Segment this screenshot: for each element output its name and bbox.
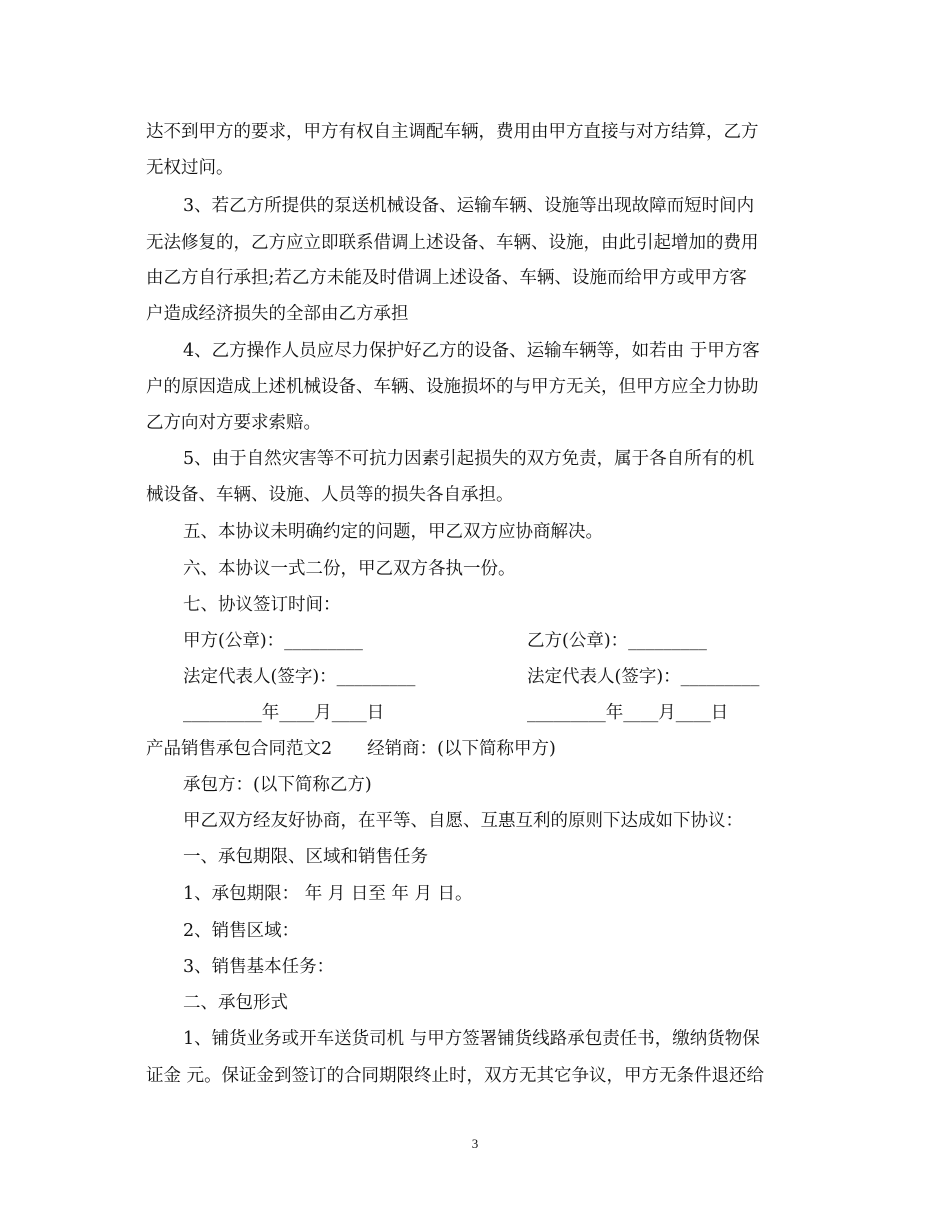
party-b-seal-field: 乙方(公章)：_________ xyxy=(527,631,707,651)
section-two-heading: 二、承包形式 xyxy=(183,993,288,1013)
paragraph-line: 械设备、车辆、设施、人员等的损失各自承担。 xyxy=(146,485,514,505)
party-a-date-field: _________年____月____日 xyxy=(183,703,385,723)
paragraph-line: 无权过问。 xyxy=(146,158,234,178)
party-a-representative-field: 法定代表人(签字)：_________ xyxy=(183,667,416,687)
paragraph-line: 5、由于自然灾害等不可抗力因素引起损失的双方免责，属于各自所有的机 xyxy=(183,449,755,469)
page-number: 3 xyxy=(471,1136,479,1151)
sales-task-item: 3、销售基本任务： xyxy=(183,957,335,977)
paragraph-line: 户的原因造成上述机械设备、车辆、设施损坏的与甲方无关，但甲方应全力协助 xyxy=(146,377,759,397)
party-a-seal-field: 甲方(公章)：_________ xyxy=(183,631,363,651)
contractor-line: 承包方：(以下简称乙方) xyxy=(183,775,372,795)
sales-region-item: 2、销售区域： xyxy=(183,921,300,941)
paragraph-line: 户造成经济损失的全部由乙方承担 xyxy=(146,304,409,324)
paragraph-line: 证金 元。保证金到签订的合同期限终止时，双方无其它争议，甲方无条件退还给 xyxy=(146,1066,765,1086)
paragraph-line: 1、铺货业务或开车送货司机 与甲方签署铺货线路承包责任书，缴纳货物保 xyxy=(183,1029,760,1049)
party-b-date-field: _________年____月____日 xyxy=(527,703,729,723)
agreement-intro: 甲乙双方经友好协商，在平等、自愿、互惠互利的原则下达成如下协议： xyxy=(183,811,743,831)
contract-heading: 产品销售承包合同范文2 经销商：(以下简称甲方) xyxy=(146,739,556,759)
section-one-heading: 一、承包期限、区域和销售任务 xyxy=(183,847,428,867)
paragraph-line: 3、若乙方所提供的泵送机械设备、运输车辆、设施等出现故障而短时间内 xyxy=(183,196,755,216)
paragraph-line: 由乙方自行承担;若乙方未能及时借调上述设备、车辆、设施而给甲方或甲方客 xyxy=(146,268,747,288)
clause-five: 五、本协议未明确约定的问题，甲乙双方应协商解决。 xyxy=(183,522,603,542)
party-b-representative-field: 法定代表人(签字)：_________ xyxy=(527,667,760,687)
contract-term-item: 1、承包期限： 年 月 日至 年 月 日。 xyxy=(183,884,473,904)
clause-six: 六、本协议一式二份，甲乙双方各执一份。 xyxy=(183,559,516,579)
paragraph-line: 乙方向对方要求索赔。 xyxy=(146,413,321,433)
clause-seven: 七、协议签订时间： xyxy=(183,595,341,615)
paragraph-line: 无法修复的，乙方应立即联系借调上述设备、车辆、设施，由此引起增加的费用 xyxy=(146,233,759,253)
paragraph-line: 4、乙方操作人员应尽力保护好乙方的设备、运输车辆等，如若由 于甲方客 xyxy=(183,341,760,361)
paragraph-line: 达不到甲方的要求，甲方有权自主调配车辆，费用由甲方直接与对方结算，乙方 xyxy=(146,122,759,142)
